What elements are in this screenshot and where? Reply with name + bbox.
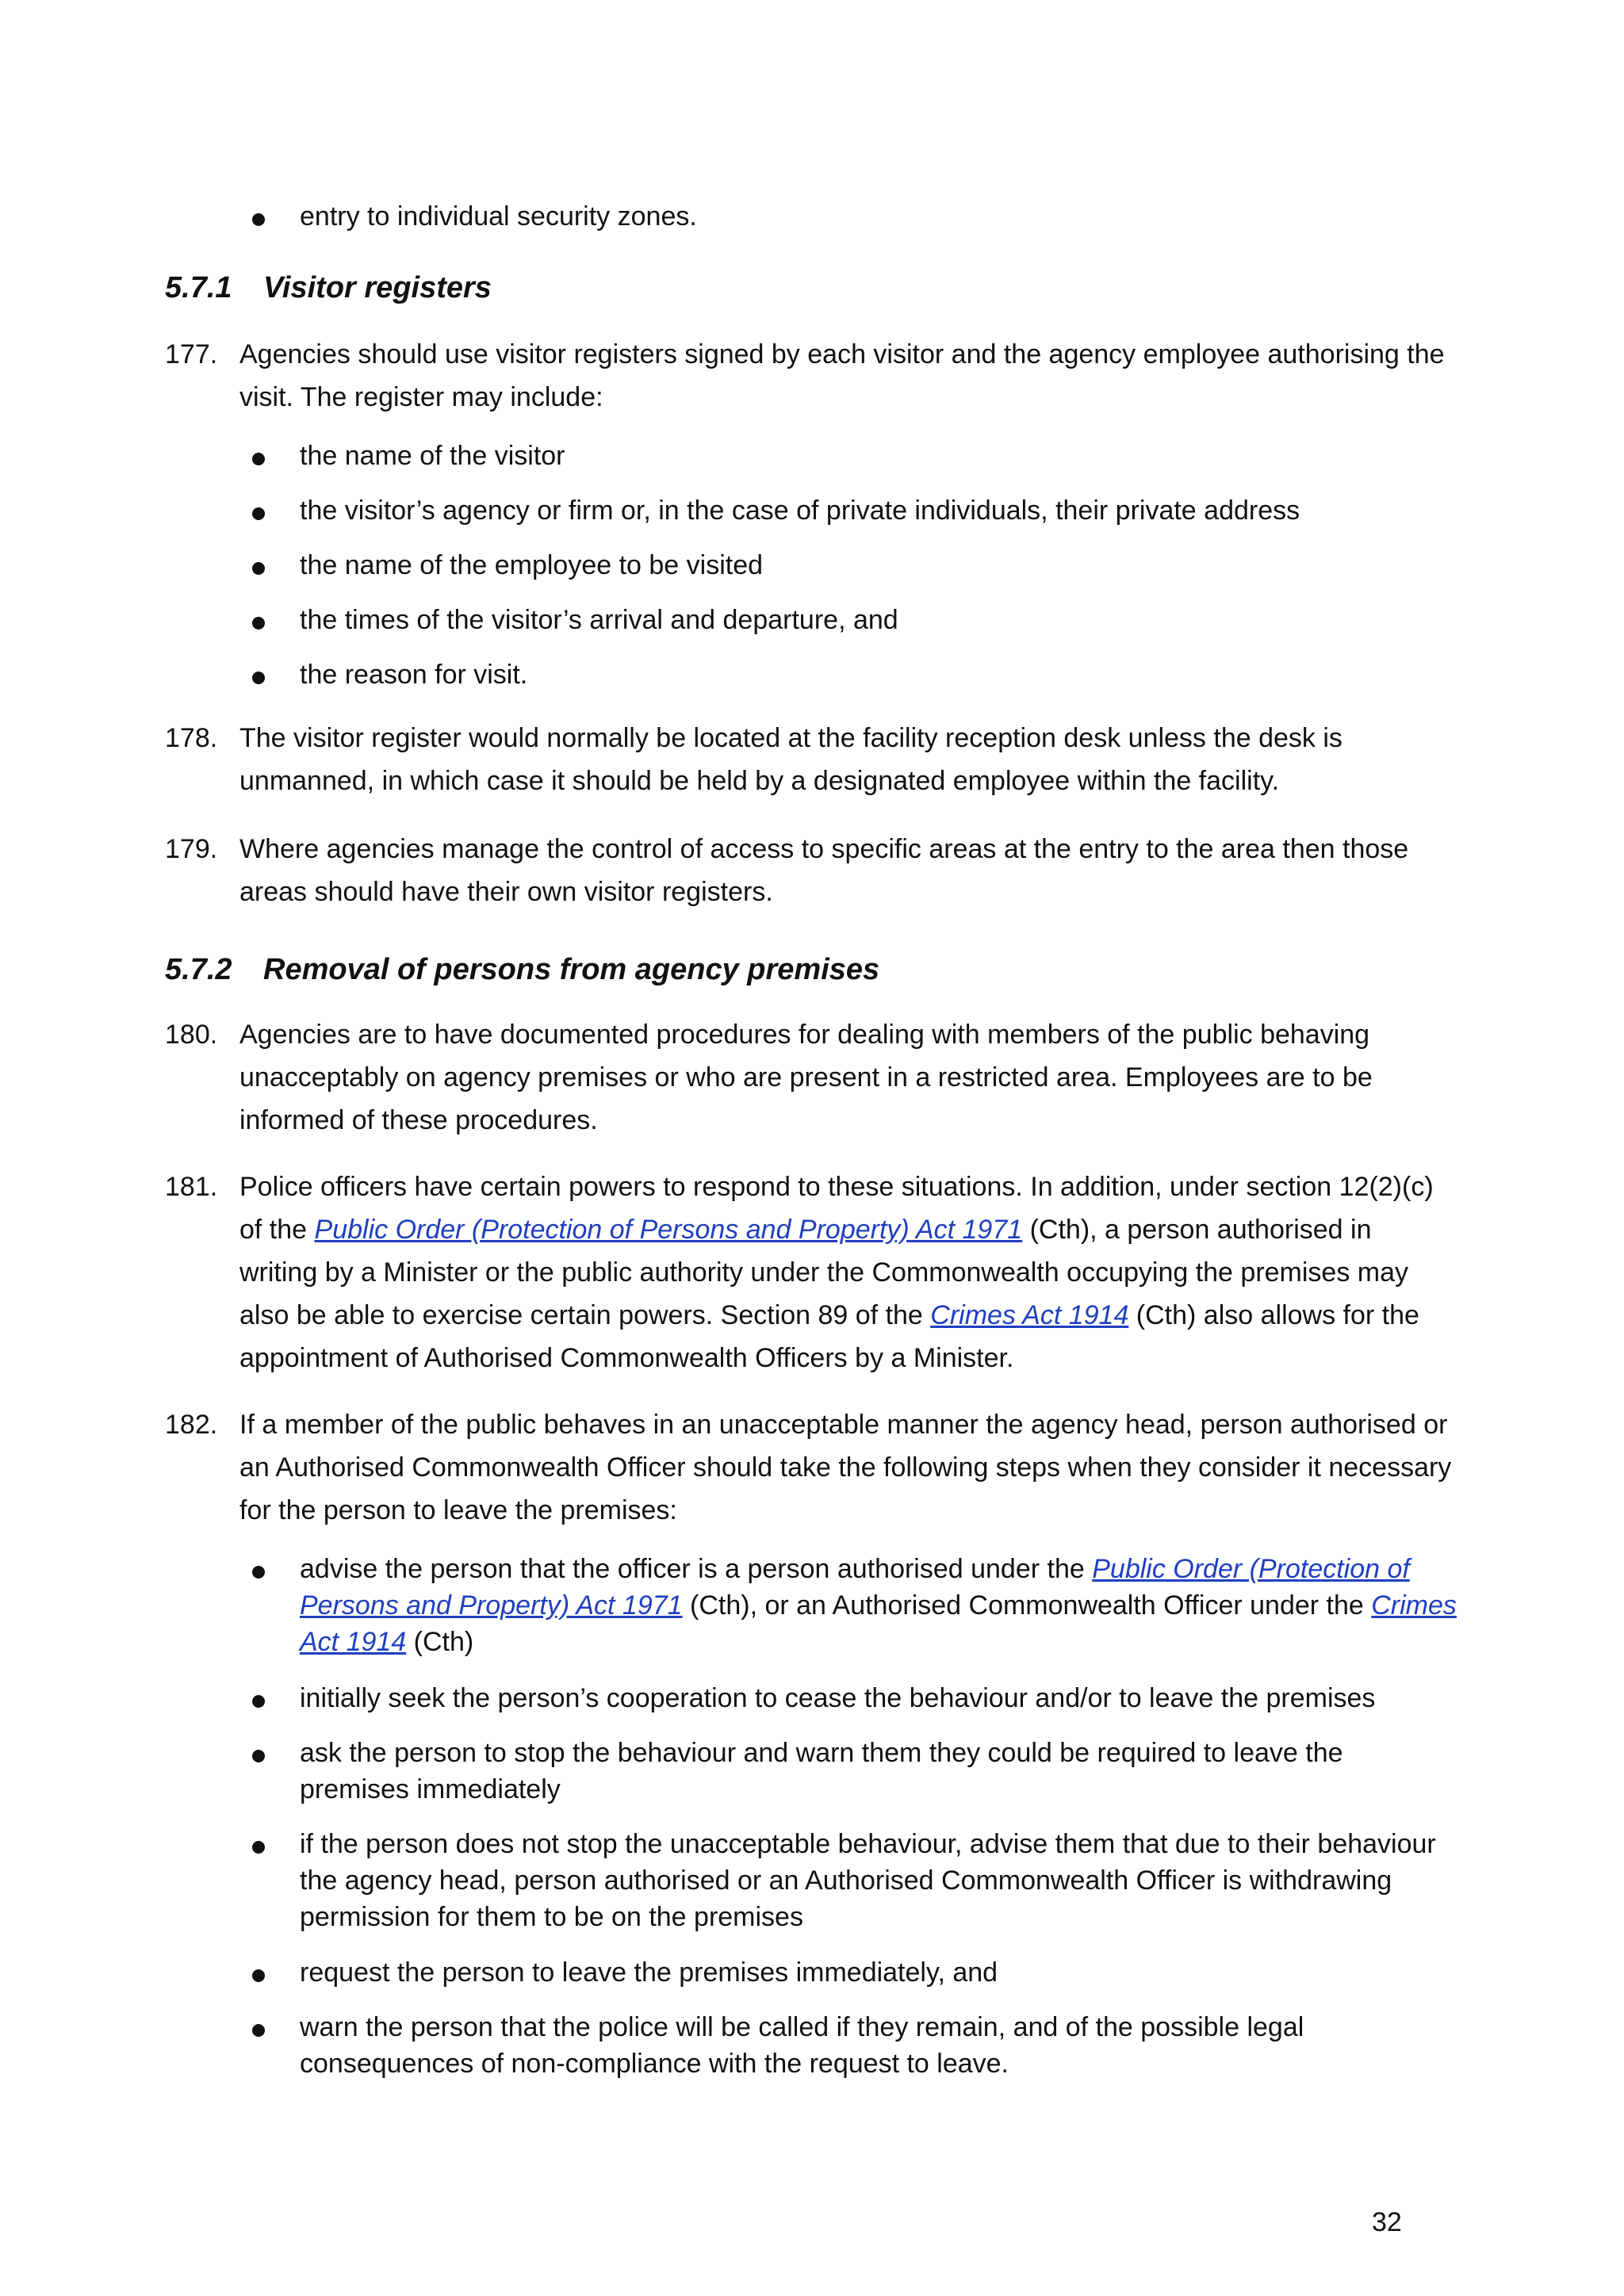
bullet-icon [252, 562, 265, 575]
text-run: Police officers have certain powers to respond to these situations. In addition, under section 12(2)(c) of the [239, 1172, 1434, 1245]
list-item [252, 1680, 1450, 1713]
list-item-text: entry to individual security zones. [300, 201, 697, 232]
list-item-text [300, 1551, 1457, 1660]
list-item-text: the visitor’s agency or firm or, in the case of private individuals, their private address [300, 496, 1300, 526]
list-item-text: the reason for visit. [300, 660, 528, 690]
list-item-text: the name of the visitor [300, 441, 565, 471]
paragraph-text: Agencies should use visitor registers signed by each visitor and the agency employee authorising the visit. The register may include: [239, 339, 1445, 412]
list-item-text: if the person does not stop the unacceptable behaviour, advise them that due to their behaviour the agency head, person authorised or an Authorised Commonwealth Officer is withdrawing permission for them to be on the premises [300, 1829, 1436, 1932]
list-item [252, 438, 1450, 471]
bullet-icon [252, 2024, 265, 2037]
section-title: Removal of persons from agency premises [263, 953, 880, 986]
section-number: 5.7.2 [165, 953, 232, 986]
list-item-text: the name of the employee to be visited [300, 550, 764, 580]
bullet-icon [252, 1566, 265, 1578]
list-item-text: initially seek the person’s cooperation to cease the behaviour and/or to leave the premises [300, 1683, 1376, 1713]
list-item [252, 547, 1450, 580]
list-item-text: request the person to leave the premises immediately, and [300, 1957, 998, 1988]
paragraph-number: 179. [165, 834, 218, 864]
paragraph-number: 182. [165, 1410, 218, 1440]
paragraph-text: Agencies are to have documented procedures for dealing with members of the public behaving unacceptably on agency premises or who are present in a restricted area. Employees are to be informed of these procedures. [239, 1020, 1373, 1135]
bullet-icon [252, 1841, 265, 1854]
section-heading-5-7-2 [165, 948, 879, 991]
list-item-text: warn the person that the police will be called if they remain, and of the possible legal consequences of non-compliance with the request to leave. [300, 2012, 1304, 2079]
section-number: 5.7.1 [165, 271, 232, 304]
list-item [252, 1954, 1450, 1988]
list-item [252, 2009, 1450, 2079]
paragraph-text: The visitor register would normally be located at the facility reception desk unless the desk is unmanned, in which case it should be held by a designated employee within the facility. [239, 723, 1342, 796]
list-item [252, 656, 1450, 690]
section-heading-5-7-1 [165, 266, 492, 309]
paragraph-text [239, 1165, 1453, 1380]
paragraph-number: 181. [165, 1172, 218, 1202]
paragraph-text: If a member of the public behaves in an unacceptable manner the agency head, person authorised or an Authorised Commonwealth Officer should take the following steps when they consider it necessary for the person to leave the premises: [239, 1410, 1452, 1525]
list-item [252, 1551, 1457, 1657]
bullet-icon [252, 617, 265, 629]
bullet-icon [252, 453, 265, 465]
list-item [252, 198, 1450, 232]
text-run: advise the person that the officer is a person authorised under the [300, 1554, 1093, 1584]
section-title: Visitor registers [263, 271, 492, 304]
paragraph-number: 178. [165, 723, 218, 753]
list-item [252, 1826, 1450, 1932]
list-item-text: the times of the visitor’s arrival and departure, and [300, 605, 898, 635]
list-item [252, 602, 1450, 635]
crimes-act-link[interactable]: Crimes Act 1914 [930, 1300, 1129, 1330]
bullet-icon [252, 1750, 265, 1762]
bullet-icon [252, 507, 265, 520]
list-item-text: ask the person to stop the behaviour and warn them they could be required to leave the premises immediately [300, 1738, 1343, 1804]
list-item [252, 492, 1450, 526]
paragraph-text: Where agencies manage the control of access to specific areas at the entry to the area then those areas should have their own visitor registers. [239, 834, 1409, 907]
page-number: 32 [1372, 2207, 1402, 2237]
bullet-icon [252, 1969, 265, 1982]
paragraph-number: 180. [165, 1020, 218, 1050]
text-run: (Cth), or an Authorised Commonwealth Officer under the [682, 1590, 1372, 1621]
crimes-act-link[interactable]: Crimes Act 1914 [300, 1590, 1457, 1657]
paragraph-number: 177. [165, 339, 218, 369]
list-item [252, 1735, 1450, 1804]
text-run: (Cth) also allows for the appointment of Authorised Commonwealth Officers by a Minister. [239, 1300, 1419, 1373]
bullet-icon [252, 672, 265, 684]
public-order-act-link[interactable]: Public Order (Protection of Persons and Property) Act 1971 [314, 1215, 1023, 1245]
bullet-icon [252, 1695, 265, 1708]
text-run: (Cth), a person authorised in writing by a Minister or the public authority under the Commonwealth occupying the premises may also be able to exercise certain powers. Section 89 of the [239, 1215, 1409, 1330]
bullet-icon [252, 213, 265, 226]
text-run: (Cth) [406, 1627, 474, 1657]
public-order-act-link[interactable]: Public Order (Protection of Persons and Property) Act 1971 [300, 1554, 1410, 1621]
